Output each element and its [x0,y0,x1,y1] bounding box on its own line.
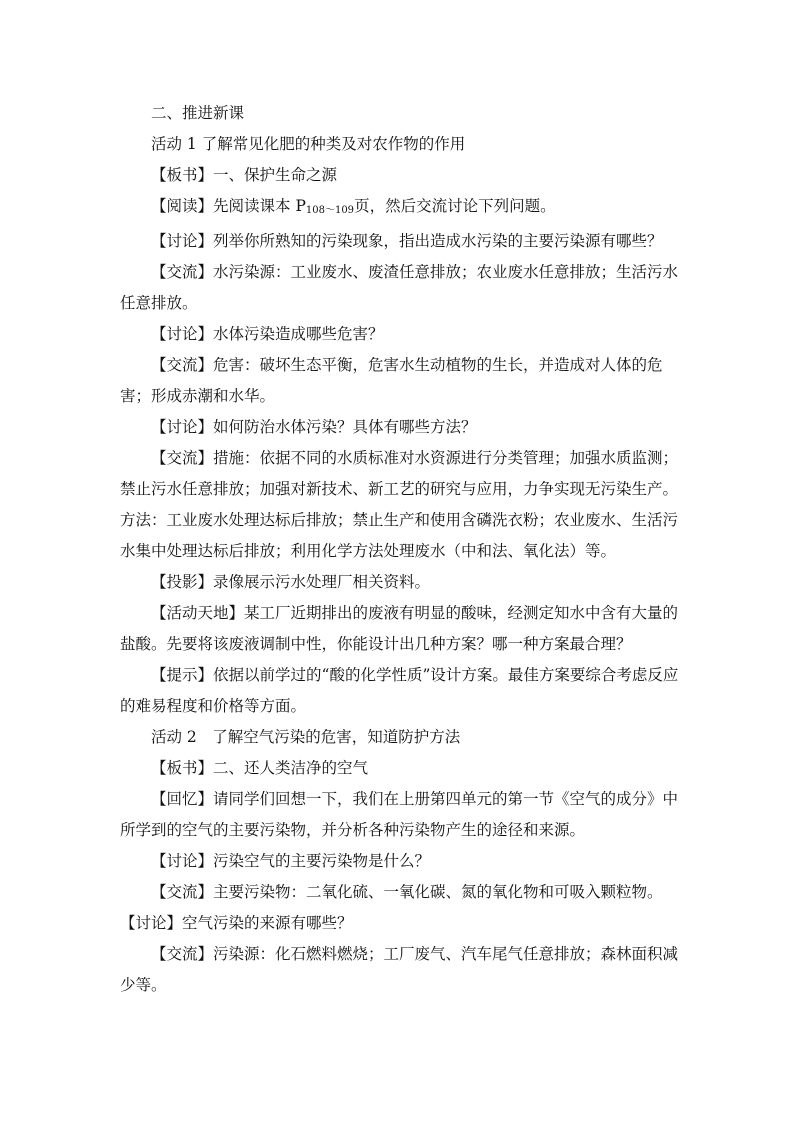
reading-text-post: 页，然后交流讨论下列问题。 [354,197,556,215]
tag-label: 【板书】 [151,759,214,777]
document-body [120,98,680,1001]
exchange-4 [120,877,680,908]
paragraph-text: 一、保护生命之源 [213,166,338,184]
tag-label: 【讨论】 [151,232,214,250]
paragraph-text: 措施：依据不同的水质标准对水资源进行分类管理；加强水质监测；禁止污水任意排放；加强对新技术、新工艺的研究与应用，力争实现无污染生产。方法：工业废水处理达标后排放；禁止生产和使用含磷洗衣粉；农业废水、生活污水集中处理达标后排放；利用化学方法处理废水（中和法、氧化法）等。 [120,449,679,560]
recall [120,784,680,846]
exchange-3 [120,443,680,567]
paragraph-text: 污染空气的主要污染物是什么？ [213,852,431,870]
tag-label: 【提示】 [151,666,214,684]
exchange-2 [120,350,680,412]
paragraph-text: 某工厂近期排出的废液有明显的酸味，经测定知水中含有大量的盐酸。先要将该废液调制中性，你能设计出几种方案？哪一种方案最合理？ [120,604,679,653]
paragraph-text: 危害：破坏生态平衡，危害水生动植物的生长，并造成对人体的危害；形成赤潮和水华。 [120,356,663,405]
discussion-3 [120,412,680,443]
exchange-5 [120,939,680,1001]
discussion-5 [120,908,680,939]
reading-paragraph [120,191,680,226]
tag-label: 【回忆】 [151,790,214,808]
tag-label: 【阅读】 [151,197,214,215]
activity-corner [120,598,680,660]
paragraph-text: 水污染源：工业废水、废渣任意排放；农业废水任意排放；生活污水任意排放。 [120,263,679,312]
reading-text-pre: 先阅读课本 P [213,197,306,215]
projection [120,567,680,598]
paragraph-text: 请同学们回想一下，我们在上册第四单元的第一节《空气的成分》中所学到的空气的主要污染物，并分析各种污染物产生的途径和来源。 [120,790,679,839]
tag-label: 【交流】 [151,945,214,963]
section-heading: 二、推进新课 [151,104,245,122]
paragraph-text: 列举你所熟知的污染现象，指出造成水污染的主要污染源有哪些？ [213,232,663,250]
discussion-1 [120,226,680,257]
tag-label: 【讨论】 [151,852,214,870]
blackboard-2 [120,753,680,784]
tag-label: 【交流】 [151,883,214,901]
paragraph-text: 主要污染物：二氧化硫、一氧化碳、氮的氧化物和可吸入颗粒物。 [213,883,663,901]
paragraph-text: 空气污染的来源有哪些？ [182,914,353,932]
hint [120,660,680,722]
tag-label: 【交流】 [151,356,214,374]
tag-label: 【投影】 [151,573,214,591]
discussion-4 [120,846,680,877]
paragraph-text: 二、还人类洁净的空气 [213,759,369,777]
tag-label: 【活动天地】 [151,604,245,622]
tag-label: 【交流】 [151,263,214,281]
paragraph-text: 依据以前学过的“酸的化学性质”设计方案。最佳方案要综合考虑反应的难易程度和价格等方面。 [120,666,679,715]
exchange-1 [120,257,680,319]
tag-label: 【板书】 [151,166,214,184]
discussion-2 [120,319,680,350]
activity-1-title: 活动 1 了解常见化肥的种类及对农作物的作用 [151,135,466,153]
paragraph-text: 如何防治水体污染？具体有哪些方法？ [213,418,477,436]
activity-2-title: 活动 2 了解空气污染的危害，知道防护方法 [151,728,461,746]
blackboard-1 [120,160,680,191]
paragraph-text: 录像展示污水处理厂相关资料。 [213,573,431,591]
tag-label: 【讨论】 [151,418,214,436]
tag-label: 【交流】 [151,449,214,467]
tag-label: 【讨论】 [120,914,183,932]
page-range-subscript: 108～109 [305,205,355,216]
paragraph-text: 污染源：化石燃料燃烧；工厂废气、汽车尾气任意排放；森林面积减少等。 [120,945,679,994]
paragraph-text: 水体污染造成哪些危害？ [213,325,384,343]
tag-label: 【讨论】 [151,325,214,343]
